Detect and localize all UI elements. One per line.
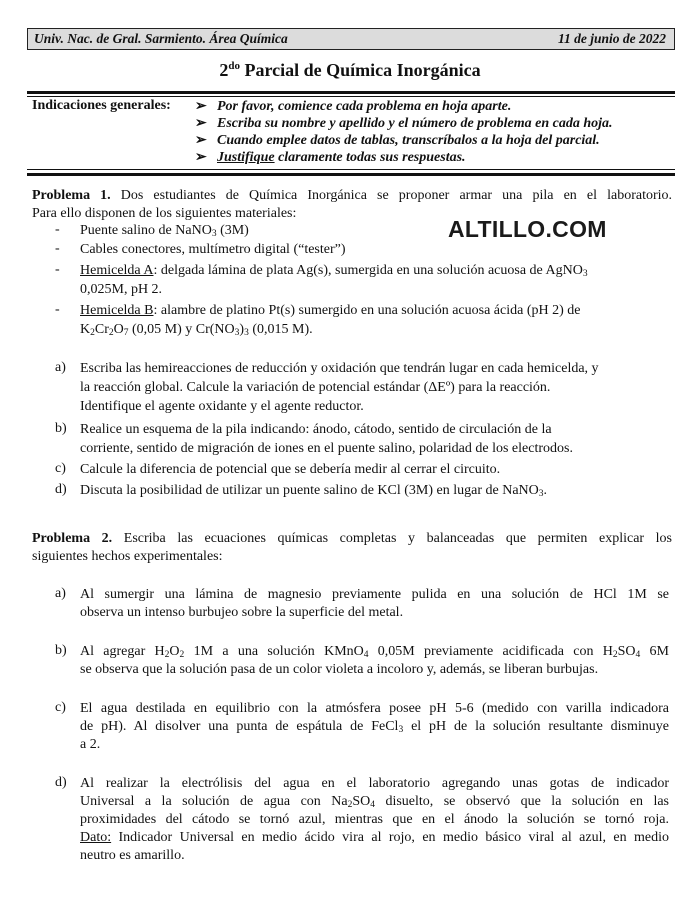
item-label: b) (55, 421, 67, 436)
item-label: b) (55, 643, 67, 658)
header-bar (27, 28, 675, 50)
item-label: a) (55, 360, 66, 375)
p1-material-3: Hemicelda A: delgada lámina de plata Ag(s), sumergida en una solución acuosa de AgNO$_3$ (80, 263, 588, 279)
dash-bullet: - (55, 222, 60, 237)
indicaciones-list (195, 98, 613, 166)
arrow-bullet-icon: ➢ (195, 116, 207, 131)
p1-material-3-cont: 0,025M, pH 2. (80, 282, 163, 297)
p1-intro-line1: Problema 1. Dos estudiantes de Química Inorgánica se proponer armar una pila en el laboratorio. (32, 188, 673, 203)
title-number: 2 (219, 60, 229, 80)
title-text: Parcial de Química Inorgánica (244, 60, 481, 80)
exam-date: 11 de junio de 2022 (557, 31, 666, 46)
institution-name: Univ. Nac. de Gral. Sarmiento. Área Química (34, 31, 288, 46)
p1-material-4-cont: $K_2Cr_2O_7$ (0,05 M) y $Cr(NO_3)_3$ (0,015 M). (80, 322, 313, 338)
p1-c-line1: Calcule la diferencia de potencial que se debería medir al cerrar el circuito. (80, 462, 501, 477)
p1-material-2: Cables conectores, multímetro digital (“tester”) (80, 242, 346, 257)
divider (27, 91, 675, 94)
item-label: d) (55, 482, 67, 497)
indicaciones-label: Indicaciones generales: (32, 98, 171, 113)
p2-a-line2: observa un intenso burbujeo sobre la superficie del metal. (80, 605, 404, 620)
p1-a-line1: Escriba las hemireacciones de reducción y oxidación que tendrán lugar en cada hemicelda, y (80, 361, 599, 376)
p2-intro-line2: siguientes hechos experimentales: (32, 549, 223, 564)
list-item: ➢ Por favor, comience cada problema en hoja aparte. (195, 99, 512, 114)
item-label: a) (55, 586, 66, 601)
p1-b-line2: corriente, sentido de migración de iones en el puente salino, polaridad de los electrodos. (80, 441, 573, 456)
p2-d-line1: Al realizar la electrólisis del agua en el laboratorio agregando unas gotas de indicador (80, 776, 669, 791)
p2-d-line5: neutro es amarillo. (80, 848, 185, 863)
p1-material-1: Puente salino de NaNO$_3$ (3M) (80, 223, 249, 239)
p1-a-line3: Identifique el agente oxidante y el agente reductor. (80, 399, 364, 414)
watermark-logo: ALTILLO.COM (448, 216, 607, 242)
p1-intro-line2: Para ello disponen de los siguientes materiales: (32, 206, 297, 221)
p1-a-line2: la reacción global. Calcule la variación de potencial estándar (ΔEº) para la reacción. (80, 380, 551, 395)
dash-bullet: - (55, 241, 60, 256)
page-title (0, 60, 700, 81)
arrow-bullet-icon: ➢ (195, 150, 207, 165)
p2-c-line3: a 2. (80, 737, 101, 752)
p2-intro-line1: Problema 2. Escriba las ecuaciones químicas completas y balanceadas que permiten explicar los (32, 531, 673, 546)
p1-d-line1: Discuta la posibilidad de utilizar un puente salino de KCl (3M) en lugar de NaNO$_3$. (80, 483, 548, 499)
p2-c-line2: de pH). Al disolver una punta de espátula de FeCl$_3$ el pH de la solución resultante disminuye (80, 719, 669, 735)
p1-heading: Problema 1. (32, 188, 111, 203)
item-label: c) (55, 700, 66, 715)
divider (27, 169, 675, 170)
dash-bullet: - (55, 262, 60, 277)
title-ordinal: do (228, 60, 240, 72)
item-label: d) (55, 775, 67, 790)
list-item: ➢ Escriba su nombre y apellido y el número de problema en cada hoja. (195, 116, 613, 131)
dash-bullet: - (55, 302, 60, 317)
dato-label: Dato: (80, 830, 112, 845)
item-label: c) (55, 461, 66, 476)
p1-material-4: Hemicelda B: alambre de platino Pt(s) sumergido en una solución acuosa ácida (pH 2) de (80, 303, 581, 318)
p1-b-line1: Realice un esquema de la pila indicando: ánodo, cátodo, sentido de circulación de la (80, 422, 552, 437)
p2-d-line2: Universal a la solución de agua con $Na_2SO_4$ disuelto, se observó que la solución en las (80, 794, 669, 810)
arrow-bullet-icon: ➢ (195, 133, 207, 148)
p2-d-line4: Dato: Indicador Universal en medio ácido vira al rojo, en medio básico viral al azul, en medio (80, 830, 669, 845)
p2-a-line1: Al sumergir una lámina de magnesio previamente pulida en una solución de HCl 1M se (80, 587, 669, 602)
p2-b-line1: Al agregar $H_2O_2$ 1M a una solución KMnO$_4$ 0,05M previamente acidificada con $H_2SO_4$ 6M (80, 644, 670, 660)
p2-heading: Problema 2. (32, 531, 113, 546)
p2-c-line1: El agua destilada en equilibrio con la atmósfera posee pH 5-6 (medido con varilla indicadora (80, 701, 669, 716)
p2-d-line3: proximidades del cátodo se tornó azul, mientras que en el ánodo la solución se tornó roja. (80, 812, 669, 827)
list-item: ➢ Justifique claramente todas sus respuestas. (195, 150, 466, 165)
p2-b-line2: se observa que la solución pasa de un color violeta a incoloro y, además, se liberan burbujas. (80, 662, 599, 677)
divider (27, 173, 675, 176)
list-item: ➢ Cuando emplee datos de tablas, transcríbalos a la hoja del parcial. (195, 133, 600, 148)
arrow-bullet-icon: ➢ (195, 99, 207, 114)
divider (27, 96, 675, 97)
